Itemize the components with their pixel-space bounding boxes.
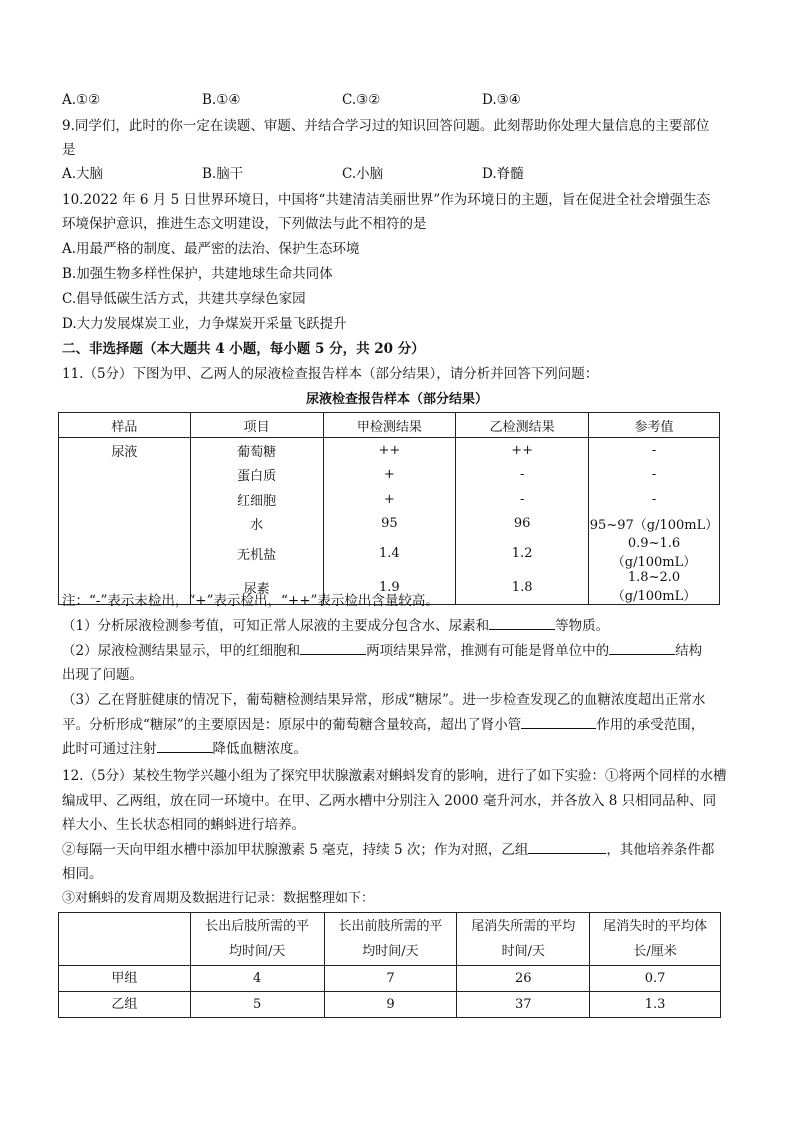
q11-sub2-text-a: （2）尿液检测结果显示，甲的红细胞和 — [62, 643, 301, 659]
result-a-cell: 1.9 — [323, 570, 456, 605]
answer-blank[interactable] — [609, 639, 675, 655]
table-header-row — [59, 413, 720, 438]
q11-sub3-text-a: 平。分析形成“糖尿”的主要原因是：原尿中的葡萄糖含量较高，超出了肾小管 — [62, 717, 522, 733]
sample-cell: 尿液 — [59, 438, 191, 463]
section-title: 二、非选择题（本大题共 4 小题，每小题 5 分，共 20 分） — [62, 341, 425, 357]
item-cell: 蛋白质 — [190, 463, 323, 488]
q12-stem-line2: 编成甲、乙两组，放在同一环境中。在甲、乙两水槽中分别注入 2000 毫升河水，并各放入 8 只相同品种、同 — [62, 793, 717, 809]
result-a-cell: ++ — [323, 438, 456, 463]
table-note: 注：“-”表示未检出，“+”表示检出，“++”表示检出含量较高。 — [62, 593, 439, 609]
q9-option-a: A.大脑 — [62, 166, 104, 182]
sample-cell — [59, 512, 191, 537]
sample-cell — [59, 536, 191, 570]
q12-step2-line1 — [62, 838, 714, 862]
table-row — [59, 487, 720, 512]
header-line: 时间/天 — [501, 944, 545, 959]
urine-report-table — [58, 412, 720, 605]
value-cell: 4 — [190, 966, 324, 992]
q9-stem-line1: 9.同学们，此时的你一定在读题、审题、并结合学习过的知识回答问题。此刻帮助你处理大量信息的主要部位 — [62, 118, 710, 134]
q11-sub3-text-c: 此时可通过注射 — [62, 741, 157, 757]
q11-sub1-text-b: 等物质。 — [555, 618, 610, 634]
reference-cell: - — [589, 463, 720, 488]
reference-cell: - — [589, 487, 720, 512]
q8-option-d: D.③④ — [482, 92, 521, 108]
reference-cell: 1.8~2.0（g/100mL） — [589, 570, 720, 605]
header-cell: 乙检测结果 — [456, 413, 589, 438]
q12-stem-line3: 样大小、生长状态相同的蝌蚪进行培养。 — [62, 817, 305, 833]
q11-sub3-text-d: 降低血糖浓度。 — [212, 741, 307, 757]
value-cell: 9 — [324, 992, 457, 1018]
header-line: 均时间/天 — [228, 944, 286, 959]
table-row — [59, 438, 720, 463]
q11-stem: 11.（5分）下图为甲、乙两人的尿液检查报告样本（部分结果），请分析并回答下列问题： — [62, 366, 599, 382]
q11-sub1-text-a: （1）分析尿液检测参考值，可知正常人尿液的主要成分包含水、尿素和 — [62, 618, 490, 634]
q11-sub2-text-b: 两项结果异常，推测有可能是肾单位中的 — [366, 643, 610, 659]
item-cell: 尿素 — [190, 570, 323, 605]
q11-sub3-text-b: 作用的承受范围， — [596, 717, 705, 733]
answer-blank[interactable] — [528, 838, 606, 854]
q12-step2-line2: 相同。 — [62, 866, 103, 882]
q8-option-b: B.①④ — [202, 92, 241, 108]
table1-caption: 尿液检查报告样本（部分结果） — [305, 392, 488, 407]
sample-cell — [59, 463, 191, 488]
reference-cell: 95~97（g/100mL） — [589, 512, 720, 537]
table-row — [59, 536, 720, 570]
value-cell: 1.3 — [590, 992, 721, 1018]
q11-sub3-line1: （3）乙在肾脏健康的情况下，葡萄糖检测结果异常，形成“糖尿”。进一步检查发现乙的血糖浓度超出正常水 — [62, 692, 706, 708]
header-cell — [190, 913, 324, 966]
q10-option-b: B.加强生物多样性保护，共建地球生命共同体 — [62, 266, 333, 282]
q11-sub3-line3 — [62, 737, 307, 761]
header-line: 尾消失时的平均体 — [603, 919, 708, 934]
result-a-cell: + — [323, 487, 456, 512]
q8-option-c: C.③② — [342, 92, 381, 108]
answer-blank[interactable] — [157, 737, 213, 753]
q10-stem-line2: 环境保护意识，推进生态文明建设，下列做法与此不相符的是 — [62, 216, 427, 232]
q11-sub2-line2: 出现了问题。 — [62, 667, 143, 683]
header-line: 长出后肢所需的平 — [205, 919, 310, 934]
result-b-cell: 1.8 — [456, 570, 589, 605]
header-cell: 甲检测结果 — [323, 413, 456, 438]
group-cell: 甲组 — [59, 966, 191, 992]
q8-options — [62, 88, 682, 112]
q11-sub1 — [62, 614, 609, 638]
header-line: 均时间/天 — [362, 944, 419, 959]
value-cell: 0.7 — [590, 966, 721, 992]
header-cell — [457, 913, 590, 966]
q10-option-c: C.倡导低碳生活方式，共建共享绿色家园 — [62, 291, 306, 307]
group-cell: 乙组 — [59, 992, 191, 1018]
item-cell: 葡萄糖 — [190, 438, 323, 463]
answer-blank[interactable] — [521, 713, 596, 729]
answer-blank[interactable] — [300, 639, 366, 655]
answer-blank[interactable] — [489, 614, 555, 630]
q11-sub3-line2 — [62, 713, 704, 737]
item-cell: 红细胞 — [190, 487, 323, 512]
value-cell: 7 — [324, 966, 457, 992]
reference-cell: 0.9~1.6（g/100mL） — [589, 536, 720, 570]
result-b-cell: ++ — [456, 438, 589, 463]
tadpole-table — [58, 912, 721, 1018]
header-cell: 样品 — [59, 413, 191, 438]
q12-step2-text-a: ②每隔一天向甲组水槽中添加甲状腺激素 5 毫克，持续 5 次；作为对照，乙组 — [62, 842, 529, 858]
q10-stem-line1: 10.2022 年 6 月 5 日世界环境日，中国将“共建清洁美丽世界”作为环境日的主题，旨在促进全社会增强生态 — [62, 192, 711, 208]
result-b-cell: - — [456, 487, 589, 512]
table-row — [59, 992, 721, 1018]
result-b-cell: 96 — [456, 512, 589, 537]
result-a-cell: 95 — [323, 512, 456, 537]
header-cell — [324, 913, 457, 966]
header-cell — [59, 913, 191, 966]
header-cell: 参考值 — [589, 413, 720, 438]
item-cell: 水 — [190, 512, 323, 537]
q12-stem-line1: 12.（5分）某校生物学兴趣小组为了探究甲状腺激素对蝌蚪发育的影响，进行了如下实验：①将两个同样的水槽 — [62, 768, 727, 784]
q12-step3: ③对蝌蚪的发育周期及数据进行记录：数据整理如下： — [62, 891, 375, 906]
table-row — [59, 463, 720, 488]
q11-sub2-line1 — [62, 639, 702, 663]
value-cell: 5 — [190, 992, 324, 1018]
header-line: 长/厘米 — [633, 944, 677, 959]
q10-option-a: A.用最严格的制度、最严密的法治、保护生态环境 — [62, 241, 360, 257]
table-row — [59, 966, 721, 992]
table-row — [59, 512, 720, 537]
q9-option-d: D.脊髓 — [482, 166, 524, 182]
header-cell — [590, 913, 721, 966]
q9-option-c: C.小脑 — [342, 166, 384, 182]
q9-stem-line2: 是 — [62, 142, 76, 158]
result-a-cell: 1.4 — [323, 536, 456, 570]
item-cell: 无机盐 — [190, 536, 323, 570]
q10-option-d: D.大力发展煤炭工业，力争煤炭开采量飞跃提升 — [62, 316, 347, 332]
header-line: 长出前肢所需的平 — [338, 919, 443, 934]
sample-cell — [59, 487, 191, 512]
result-a-cell: + — [323, 463, 456, 488]
value-cell: 37 — [457, 992, 590, 1018]
q11-sub2-text-c: 结构 — [675, 643, 703, 659]
header-line: 尾消失所需的平均 — [471, 919, 576, 934]
header-cell: 项目 — [190, 413, 323, 438]
result-b-cell: - — [456, 463, 589, 488]
value-cell: 26 — [457, 966, 590, 992]
q8-option-a: A.①② — [62, 92, 101, 108]
table-header-row — [59, 913, 721, 966]
q9-option-b: B.脑干 — [202, 166, 244, 182]
q9-options — [62, 162, 682, 186]
reference-cell: - — [589, 438, 720, 463]
result-b-cell: 1.2 — [456, 536, 589, 570]
q12-step2-text-b: ，其他培养条件都 — [606, 842, 715, 858]
